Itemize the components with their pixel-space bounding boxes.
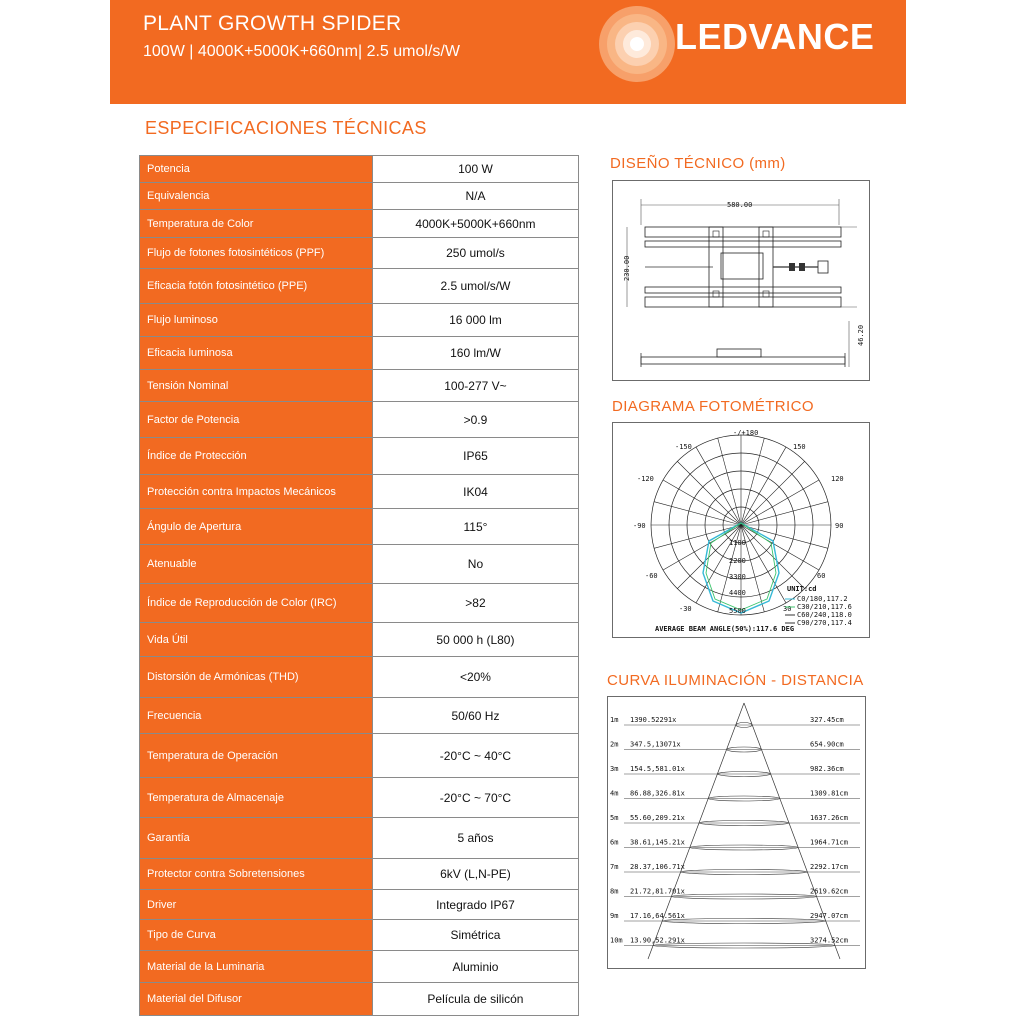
spec-value: >0.9 [372, 402, 578, 438]
spec-value: 100 W [372, 156, 578, 183]
beam-diameter: 1637.26cm [810, 814, 848, 822]
ledvance-sun-icon [597, 4, 677, 84]
spec-label: Material del Difusor [140, 983, 373, 1016]
spec-value: 6kV (L,N-PE) [372, 859, 578, 890]
spec-value: IK04 [372, 475, 578, 509]
design-title: DISEÑO TÉCNICO (mm) [610, 155, 786, 172]
spec-row [140, 402, 579, 438]
spec-label: Índice de Protección [140, 438, 373, 475]
spec-label: Ángulo de Apertura [140, 509, 373, 545]
specs-title: ESPECIFICACIONES TÉCNICAS [145, 118, 427, 138]
angle-label-left: -90 [633, 522, 646, 530]
distance-label: 5m [610, 814, 619, 822]
spec-row [140, 337, 579, 370]
spec-value: Película de silicón [372, 983, 578, 1016]
beam-diameter: 1309.81cm [810, 789, 848, 798]
illuminance-value: 21.72,81.701x [630, 887, 685, 896]
spec-label: Flujo luminoso [140, 304, 373, 337]
spec-row [140, 890, 579, 920]
spec-row [140, 509, 579, 545]
average-beam-angle: AVERAGE BEAM ANGLE(50%):117.6 DEG [655, 625, 795, 633]
spec-row [140, 545, 579, 584]
product-subtitle: 100W | 4000K+5000K+660nm| 2.5 umol/s/W [143, 43, 460, 60]
spec-value: IP65 [372, 438, 578, 475]
spec-row [140, 370, 579, 402]
illuminance-panel [607, 696, 866, 969]
angle-label-br: 30 [783, 605, 792, 613]
illuminance-value: 347.5,13071x [630, 740, 681, 749]
spec-label: Índice de Reproducción de Color (IRC) [140, 584, 373, 623]
legend-item: C0/180,117.2 [797, 595, 848, 603]
beam-diameter: 2947.07cm [810, 912, 848, 920]
distance-label: 8m [610, 887, 619, 896]
spec-row [140, 778, 579, 818]
spec-label: Flujo de fotones fotosintéticos (PPF) [140, 238, 373, 269]
legend-item: C60/240,118.0 [797, 611, 852, 619]
width-dimension: 580.00 [727, 201, 753, 209]
technical-drawing-panel [612, 180, 870, 381]
spec-row [140, 623, 579, 657]
specs-table [139, 155, 579, 1016]
spec-label: Vida Útil [140, 623, 373, 657]
angle-label-tl: -150 [675, 443, 692, 451]
legend-item: C90/270,117.4 [797, 619, 852, 627]
illuminance-value: 86.88,326.81x [630, 789, 685, 798]
illuminance-value: 1390.52291x [630, 716, 677, 724]
angle-label-ul: -120 [637, 475, 654, 483]
beam-diameter: 982.36cm [810, 765, 844, 773]
spec-row [140, 304, 579, 337]
spec-row [140, 183, 579, 210]
radial-label: 4400 [729, 589, 746, 597]
header-banner [110, 0, 906, 104]
distance-label: 4m [610, 789, 619, 798]
spec-value: Integrado IP67 [372, 890, 578, 920]
spec-value: No [372, 545, 578, 584]
spec-label: Protector contra Sobretensiones [140, 859, 373, 890]
spec-label: Factor de Potencia [140, 402, 373, 438]
spec-label: Temperatura de Color [140, 210, 373, 238]
illuminance-value: 154.5,581.01x [630, 765, 685, 773]
spec-value: <20% [372, 657, 578, 698]
spec-value: >82 [372, 584, 578, 623]
technical-drawing [613, 181, 869, 380]
brand-logo-text: LEDVANCE [675, 16, 875, 57]
spec-value: 160 lm/W [372, 337, 578, 370]
illuminance-title: CURVA ILUMINACIÓN - DISTANCIA [607, 672, 864, 689]
beam-diameter: 327.45cm [810, 716, 844, 724]
spec-label: Potencia [140, 156, 373, 183]
spec-label: Tipo de Curva [140, 920, 373, 951]
spec-row [140, 951, 579, 983]
photometric-title: DIAGRAMA FOTOMÉTRICO [612, 398, 814, 415]
product-title: PLANT GROWTH SPIDER [143, 12, 402, 35]
beam-diameter: 654.90cm [810, 740, 844, 749]
spec-row [140, 734, 579, 778]
beam-diameter: 1964.71cm [810, 838, 848, 847]
spec-value: 4000K+5000K+660nm [372, 210, 578, 238]
spec-label: Garantía [140, 818, 373, 859]
distance-label: 7m [610, 863, 619, 871]
spec-row [140, 859, 579, 890]
spec-label: Frecuencia [140, 698, 373, 734]
spec-row [140, 920, 579, 951]
distance-label: 1m [610, 716, 619, 724]
illuminance-value: 28.37,106.71x [630, 863, 685, 871]
angle-label-lr: 60 [817, 572, 826, 580]
spec-label: Eficacia luminosa [140, 337, 373, 370]
radial-label: 1100 [729, 539, 746, 547]
spec-label: Equivalencia [140, 183, 373, 210]
spec-label: Atenuable [140, 545, 373, 584]
spec-value: -20°C ~ 40°C [372, 734, 578, 778]
unit-label: UNIT:cd [787, 585, 817, 593]
spec-row [140, 584, 579, 623]
angle-label-bl: -30 [679, 605, 692, 613]
spec-row [140, 698, 579, 734]
distance-label: 9m [610, 912, 619, 920]
spec-value: Simétrica [372, 920, 578, 951]
photometric-diagram [613, 423, 869, 637]
illuminance-rows [610, 703, 860, 959]
spec-label: Temperatura de Almacenaje [140, 778, 373, 818]
spec-value: 5 años [372, 818, 578, 859]
illuminance-value: 38.61,145.21x [630, 838, 685, 847]
photometric-panel [612, 422, 870, 638]
illuminance-value: 55.60,209.21x [630, 814, 685, 822]
spec-row [140, 156, 579, 183]
spec-label: Driver [140, 890, 373, 920]
spec-value: 50/60 Hz [372, 698, 578, 734]
spec-row [140, 983, 579, 1016]
beam-diameter: 2292.17cm [810, 863, 848, 871]
angle-label-right: 90 [835, 522, 844, 530]
spec-value: 100-277 V~ [372, 370, 578, 402]
spec-value: -20°C ~ 70°C [372, 778, 578, 818]
distance-label: 2m [610, 740, 619, 749]
spec-value: 250 umol/s [372, 238, 578, 269]
angle-label-ur: 120 [831, 475, 844, 483]
height-dimension: 230.00 [623, 255, 631, 281]
radial-label: 2200 [729, 557, 746, 565]
legend-item: C30/210,117.6 [797, 603, 852, 611]
spec-value: 115° [372, 509, 578, 545]
spec-label: Tensión Nominal [140, 370, 373, 402]
spec-row [140, 438, 579, 475]
beam-diameter: 2619.62cm [810, 887, 848, 896]
spec-row [140, 818, 579, 859]
angle-label-ll: -60 [645, 572, 658, 580]
spec-row [140, 269, 579, 304]
distance-label: 6m [610, 838, 619, 847]
spec-value: N/A [372, 183, 578, 210]
spec-row [140, 210, 579, 238]
spec-label: Temperatura de Operación [140, 734, 373, 778]
illuminance-value: 17.16,64.561x [630, 912, 685, 920]
angle-label-tr: 150 [793, 443, 806, 451]
distance-label: 10m [610, 936, 623, 945]
spec-label: Protección contra Impactos Mecánicos [140, 475, 373, 509]
beam-diameter: 3274.52cm [810, 936, 848, 945]
illuminance-diagram [608, 697, 865, 968]
radial-label: 3300 [729, 573, 746, 581]
distance-label: 3m [610, 765, 619, 773]
spec-label: Eficacia fotón fotosintético (PPE) [140, 269, 373, 304]
spec-value: 2.5 umol/s/W [372, 269, 578, 304]
spec-row [140, 657, 579, 698]
spec-label: Material de la Luminaria [140, 951, 373, 983]
spec-value: 50 000 h (L80) [372, 623, 578, 657]
illuminance-value: 13.90,52.291x [630, 936, 685, 945]
spec-value: Aluminio [372, 951, 578, 983]
spec-row [140, 238, 579, 269]
spec-value: 16 000 lm [372, 304, 578, 337]
angle-label-top: -/+180 [733, 429, 759, 437]
radial-label: 5500 [729, 607, 746, 615]
spec-label: Distorsión de Armónicas (THD) [140, 657, 373, 698]
depth-dimension: 46.20 [857, 324, 865, 346]
spec-row [140, 475, 579, 509]
